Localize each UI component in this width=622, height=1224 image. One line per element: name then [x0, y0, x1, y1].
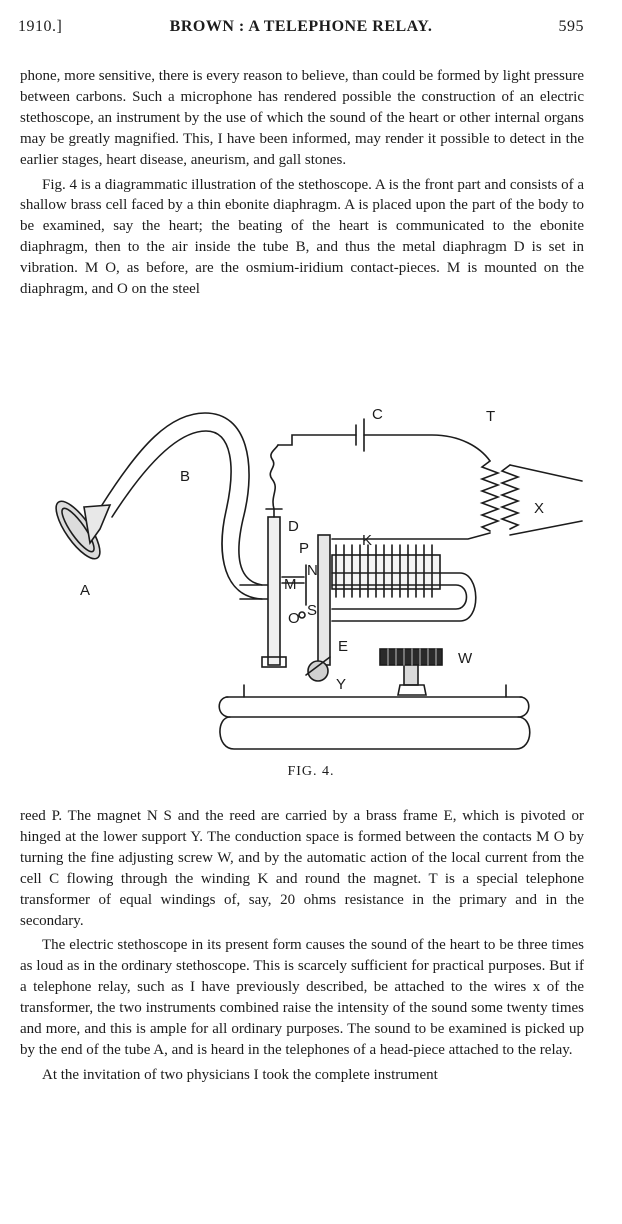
label-m: M: [284, 576, 297, 593]
transformer-secondary: [502, 465, 518, 529]
diaphragm-housing: [268, 517, 280, 665]
paragraph: At the invitation of two physicians I took the complete instrument: [42, 1066, 438, 1083]
label-c: C: [372, 406, 383, 423]
label-n: N: [307, 562, 318, 579]
label-s: S: [307, 602, 318, 619]
header-title: BROWN : A TELEPHONE RELAY.: [169, 18, 433, 35]
paragraph: Fig. 4 is a diagrammatic illustration of the stethoscope. A is the front part and consists of a shallow brass cell faced by a thin ebonite diaphragm. A is placed upon the part of the body to be examined, say the heart; the beating of the heart is communicated to the ebonite diaphragm, then to the air inside the tube B, and thus the metal diaphragm D is set in vibration. M O, as before, are the osmium-iridium contact-pieces. M is mounted on the diaphragm, and O on the steel: [20, 176, 584, 298]
label-a: A: [80, 582, 91, 599]
label-t: T: [486, 408, 496, 425]
spring-lead: [270, 445, 278, 509]
transformer-primary: [482, 461, 498, 531]
magnet-frame: [318, 535, 330, 665]
label-d: D: [288, 518, 299, 535]
cell-c: [356, 419, 364, 451]
stethoscope-figure: [20, 405, 600, 755]
paragraph: The electric stethoscope in its present form causes the sound of the heart to be three times as loud as in the ordinary stethoscope. This is scarcely sufficient for practical purposes. But if a telephone relay, such as I have previously described, be attached to the wires x of the transformer, the two instruments combined raise the intensity of the sound some twenty times and more, and this is ample for all ordinary purposes. The sound to be examined is picked up by the end of the tube A, and is heard in the telephones of a head-piece attached to the relay.: [20, 937, 584, 1058]
page-number: 595: [558, 18, 584, 35]
label-x: X: [534, 500, 545, 517]
base: [219, 697, 529, 717]
wires-x: [510, 465, 582, 535]
label-k: K: [362, 532, 373, 549]
adjusting-screw: [380, 649, 442, 695]
circuit-wire: [278, 435, 356, 445]
label-e: E: [338, 638, 349, 655]
label-b: B: [180, 468, 191, 485]
label-w: W: [458, 650, 473, 667]
coil-k: [332, 545, 440, 597]
figure-caption: FIG. 4.: [287, 764, 335, 779]
label-p: P: [299, 540, 310, 557]
figure-labels: [80, 406, 544, 693]
text-block-bottom: [20, 806, 584, 1086]
paragraph: phone, more sensitive, there is every reason to believe, than could be formed by light pressure between carbons. Such a microphone has rendered possible the construction of an electric stethoscope, an instrument by the use of which the sound of the heart or other internal organs may be greatly magnified. This, I have been informed, may render it possible to detect in the earlier stages, heart disease, aneurism, and gall stones.: [20, 68, 584, 168]
label-y: Y: [336, 676, 347, 693]
stethoscope-diagram: [20, 405, 600, 755]
paragraph: reed P. The magnet N S and the reed are carried by a brass frame E, which is pivoted or hinged at the lower support Y. The conduction space is formed between the contacts M O by turning the fine adjusting screw W, and by the automatic action of the local current from the cell C flowing through the winding K and round the magnet. T is a special telephone transformer of equal windings of, say, 20 ohms resistance in the primary and in the secondary.: [20, 808, 584, 929]
running-head: [18, 18, 584, 44]
header-year: 1910.]: [18, 18, 63, 35]
label-o: O: [288, 610, 300, 627]
text-block-top: [20, 66, 584, 300]
tube-inner: [112, 431, 262, 599]
